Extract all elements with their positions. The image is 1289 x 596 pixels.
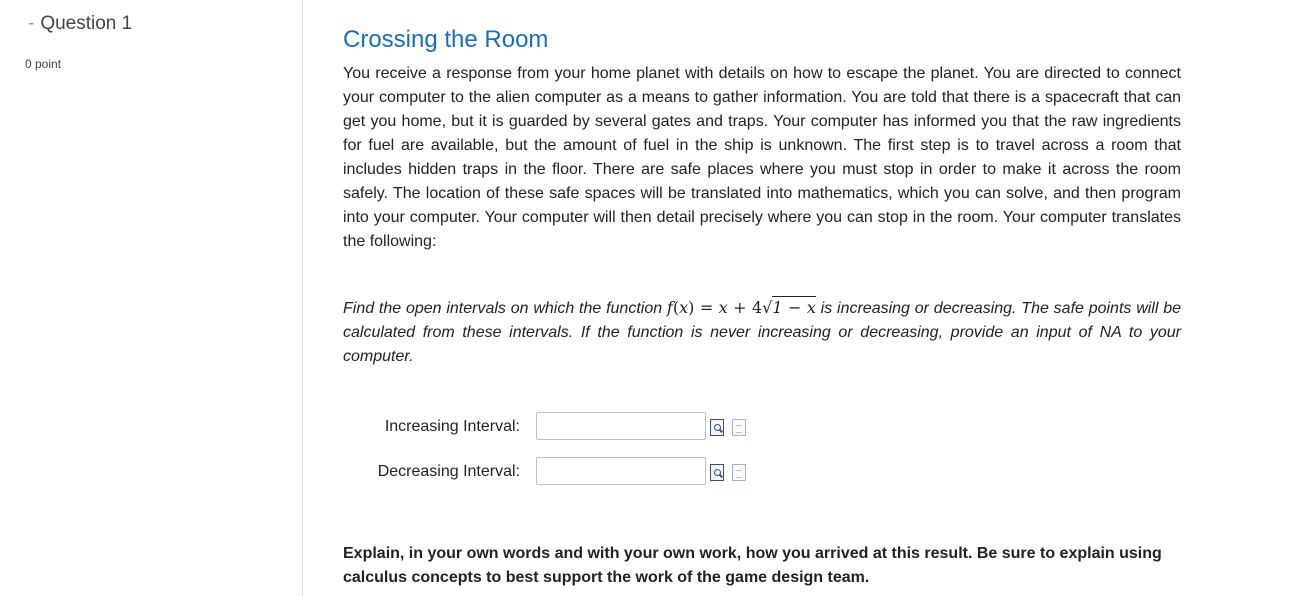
question-points: 0 point [25, 57, 62, 71]
question-header[interactable] [28, 13, 132, 35]
math-paren-right: ) [688, 298, 695, 317]
math-x2: x [718, 298, 728, 317]
intro-paragraph: You receive a response from your home planet with details on how to escape the planet. You are directed to connect your computer to the alien computer as a means to gather information. You are told that there is a spacecraft that can get you home, but it is guarded by several gates and traps. Your computer has informed you that the raw ingredients for fuel are available, but the amount of fuel in the ship is unknown. The first step is to travel across a room that includes hidden traps in the floor. There are safe places where you must stop in order to make it across the room safely. The location of these safe spaces will be translated into mathematics, which you can solve, and then program into your computer. Your computer will then detail precisely where you can stop in the room. Your computer translates the following: [343, 65, 1181, 250]
increasing-interval-row [343, 412, 803, 442]
collapse-dash-icon[interactable]: - [28, 13, 35, 34]
equation-editor-icon[interactable] [732, 464, 746, 481]
question-text-after: is increasing or decreasing. The safe points will be calculated from these intervals. If the function is never increasing or decreasing, provide an input of NA to your computer. [343, 300, 1182, 365]
decreasing-interval-input[interactable] [536, 457, 706, 485]
math-equals: = [694, 298, 719, 317]
decreasing-interval-row [343, 457, 803, 487]
equation-editor-icon[interactable] [732, 419, 746, 436]
math-plus-four: + 4 [727, 298, 763, 317]
math-x: x [679, 298, 689, 317]
question-prompt [343, 296, 1181, 369]
math-radical-sign: √ [762, 298, 773, 317]
page-title: Crossing the Room [343, 26, 549, 53]
decreasing-interval-label: Decreasing Interval: [377, 463, 520, 480]
function-expression [667, 296, 816, 317]
question-text-before: Find the open intervals on which the function [343, 300, 667, 317]
explain-prompt: Explain, in your own words and with your own work, how you arrived at this result. Be sure to explain using calculus concepts to best support the work of the game design team. [343, 545, 1162, 586]
preview-icon[interactable] [710, 464, 724, 481]
increasing-interval-label: Increasing Interval: [384, 418, 520, 435]
math-radicand: 1 − x [772, 298, 816, 317]
math-paren-left: ( [672, 298, 680, 317]
increasing-interval-input[interactable] [536, 412, 706, 440]
math-f: f [666, 298, 673, 317]
question-label: Question 1 [40, 13, 133, 34]
question-sidebar [0, 0, 303, 596]
preview-icon[interactable] [710, 419, 724, 436]
